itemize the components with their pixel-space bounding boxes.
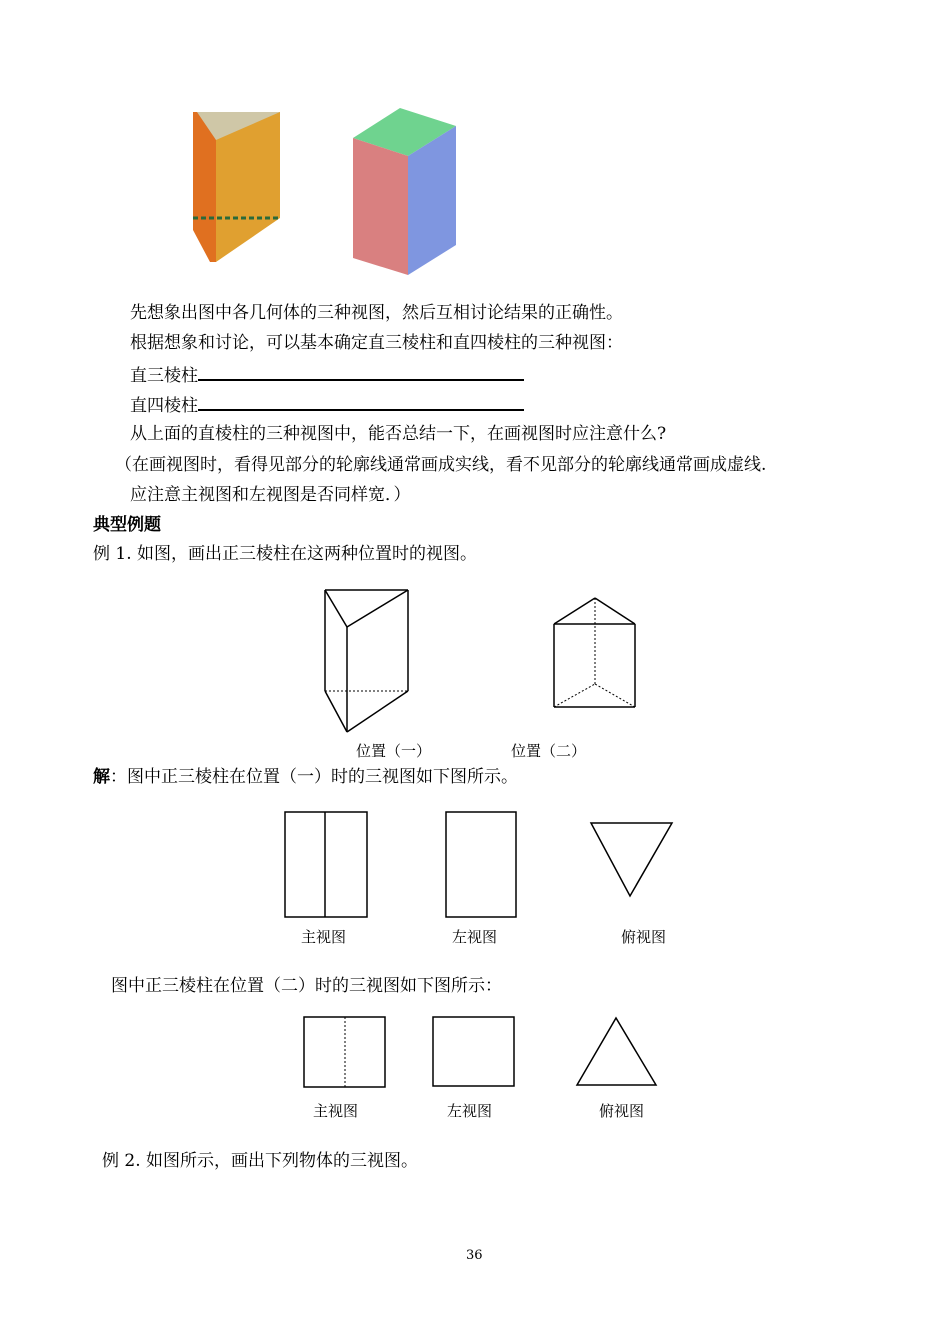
solution-text: ：图中正三棱柱在位置（一）时的三视图如下图所示。 <box>110 767 518 787</box>
example-2-text: 例 2. 如图所示，画出下列物体的三视图。 <box>102 1151 419 1171</box>
blank-label-quadrilateral: 直四棱柱 <box>130 396 198 416</box>
intro-line-3: 从上面的直棱柱的三种视图中，能否总结一下，在画视图时应注意什么? <box>130 424 667 444</box>
label-top-view-2: 俯视图 <box>599 1102 645 1120</box>
label-front-view-1: 主视图 <box>301 928 347 946</box>
top-view-2 <box>577 1018 656 1085</box>
example-1-text: 例 1. 如图，画出正三棱柱在这两种位置时的视图。 <box>93 544 478 564</box>
solution-label: 解 <box>93 767 110 787</box>
left-view-2 <box>433 1017 514 1086</box>
intro-line-1: 先想象出图中各几何体的三种视图，然后互相讨论结果的正确性。 <box>130 303 623 323</box>
intro-line-2: 根据想象和讨论，可以基本确定直三棱柱和直四棱柱的三种视图： <box>130 333 623 353</box>
page-number: 36 <box>466 1248 483 1263</box>
label-front-view-2: 主视图 <box>313 1102 359 1120</box>
intro-line-5: 应注意主视图和左视图是否同样宽．） <box>130 485 411 505</box>
label-top-view-1: 俯视图 <box>621 928 667 946</box>
label-left-view-2: 左视图 <box>447 1102 493 1120</box>
section-title: 典型例题 <box>93 515 161 535</box>
intro-line-4: （在画视图时，看得见部分的轮廓线通常画成实线，看不见部分的轮廓线通常画成虚线. <box>115 455 767 475</box>
label-left-view-1: 左视图 <box>452 928 498 946</box>
caption-position-2: 位置（二） <box>511 742 587 760</box>
blank-label-triangular: 直三棱柱 <box>130 366 198 386</box>
position-2-text: 图中正三棱柱在位置（二）时的三视图如下图所示： <box>111 976 502 996</box>
front-view-2 <box>304 1017 385 1087</box>
caption-position-1: 位置（一） <box>356 742 432 760</box>
